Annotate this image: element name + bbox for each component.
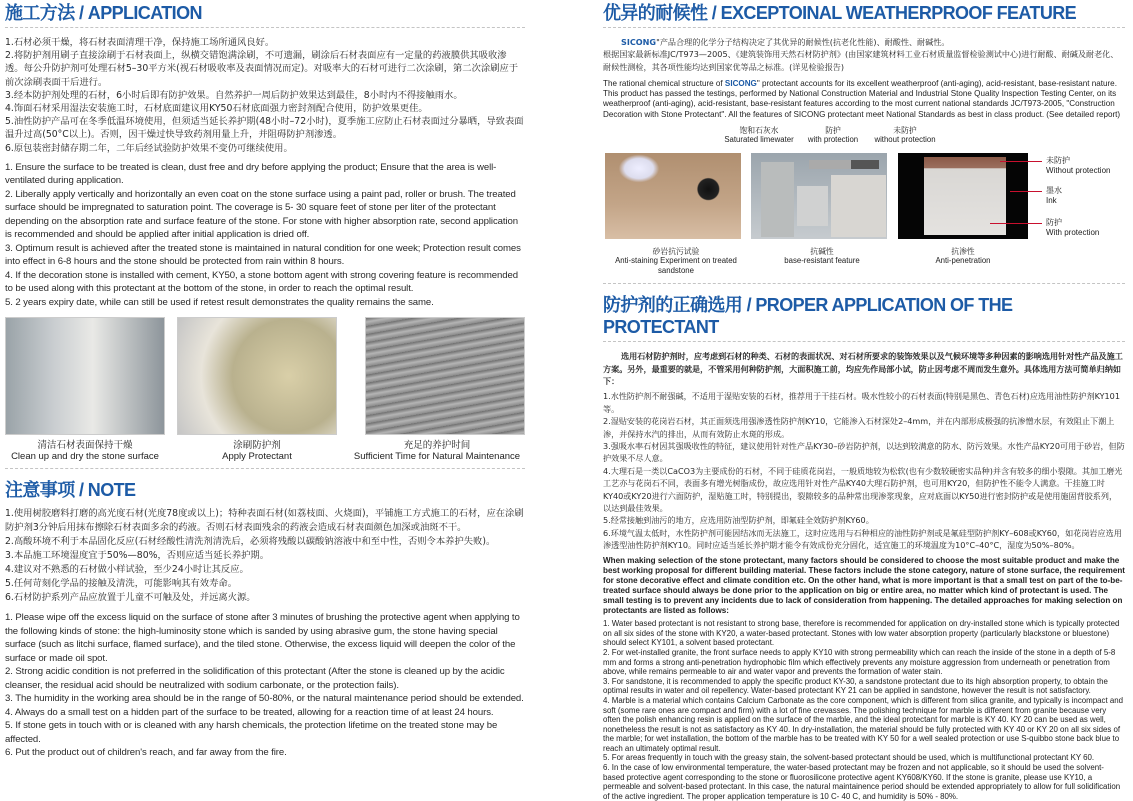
photo-caption [349,440,525,462]
photo-sandstone-drops [605,153,741,239]
photo-caption [603,247,749,276]
cn-text: 根据国家最新标准JC/T973—2005、《建筑装饰用天然石材防护剂》(由国家建筑材料工业石材质量监督检验测试中心)进行耐酸、耐碱及耐老化、耐候性测检，其各项性能均达到国家优等品之标准。(详见检验报告) [603,49,1119,72]
proper-cn [603,390,1125,551]
label-en: Saturated limewater [724,135,794,145]
en-item: 3. Optimum result is achieved after the treated stone is maintained in natural condition for one week; Protection result comes into effect in 6-8 hours and the stone should be protected from rain within 8 hours. [5,242,521,268]
proper-intro-cn: 选用石材防护剂时，应考虑到石材的种类、石材的表面状况、对石材所要求的装饰效果以及气候环境等多种因素的影响选用针对性产品及施工方案。另外，最重要的就是，不管采用何种防护剂，大面积施工前，均应先作局部小试，防止因考虑不周而发生意外。具体选用方法可简单归纳如下： [603,351,1123,386]
en-item: 2. For wet-installed granite, the front surface needs to apply KY10 with strong permeability which can reach the inside of the stone in a depth of 5-8 mm and forms a strong anti-penetration hydrophobic film which effectively prevents any moisture aggression from underneath or penetration from above, while remains permeable to air and water vapor and prevents the formation of water stain. [603,647,1116,677]
weather-captions [603,247,1125,276]
en-item: 5. If stone gets in touch with or is cleaned with any harsh chemicals, the protection lifetime on the treated stone may be affected. [5,720,498,745]
right-column [603,0,1125,801]
cn-item: 6.环境气温太低时，水性防护剂可能因结冰而无法施工，这时应选用与石种相应的油性防护剂或是氟硅型防护剂KY–608或KY60，如花岗岩应选用渗透型油性防护剂KY10。同时应适当延长养护期才能令有效成份充分固化，适宜施工的环境温度为10°C–40°C，湿度为50%–80%。 [603,527,1122,551]
divider [603,341,1125,342]
left-column [5,0,525,760]
note-cn [5,507,525,605]
weather-title: 优异的耐候性 / EXCEPTOINAL WEATHERPROOF FEATURE [603,3,1077,23]
stone-sample [761,162,794,237]
stone-sample [797,186,828,226]
cn-item: 5.经常接触到油污的地方，应选用防油型防护剂，即氟硅全效防护剂KY60。 [603,515,874,526]
en-item: 3. For sandstone, it is recommended to apply the specific product KY-30, a sandstone protectant due to its high absorption property, to obtain the optimal results in water and oil repellency. Water-based protectant KY 21 can be applied in sandstone, however the result is not satisfactory. [603,676,1108,696]
en-text: " protectant accounts for its excellent weatherproof (anti-aging), acid-resistant, base-resistant nature. This product has passed the testings, performed by National Construction Material and Industrial Stone Quality Inspection Testing Center, on its weatherproof (anti-aging), acid-resistant, base-resistant features according to the most current national standards JC/T973-2005, "Construction Decoration with Stone Protectant". All the features of SICONG protectant meet National Standards as best in class product. (See detailed report) [603,79,1121,119]
label-cn: 未防护 [1046,155,1070,165]
en-item: 4. Marble is a material which contains Calcium Carbonate as the core component, which is different from silica granite, and typically is incompact and soft (some rare ones are compact and firm) with a lot of fine crevasses. The polishing technique for marble is different from granite because very often the polish enhancing resin is applied on the surface of the marble, and the ideal protectant for marble is KY 40. KY 20 can be used as well, nonetheless the result is not as satisfactory as KY 40. In dry-installation, the material should be fully protected with KY 40 or KY 20 on all six sides of the marble; for wet installation, the bottom of the marble has to be treated with KY 50 for a well sealed protection or use S-quibbo stone back blue to reach an ultimately optimal result. [603,695,1124,753]
en-item: 5. For areas frequently in touch with the greasy stain, the solvent-based protectant should be used, which is multifunctional protectant KY 60. [603,753,1095,763]
label-en: with protection [807,135,859,145]
application-cn [5,36,525,155]
caption-en: Sufficient Time for Natural Maintenance [353,451,521,463]
cn-item: 5.任何苛刻化学品的接触及清洗，可能影响其有效寿命。 [5,578,237,590]
en-item: 2. Strong acidic condition is not preferred in the solidification of this protectant (After the stone is cleaned up by the acidic cleanser, the residual acid should be neutralized with sodium carbonate, or the protection fails). [5,666,505,691]
cn-item: 6.石材防护系列产品应放置于儿童不可触及处，并远离火源。 [5,592,256,604]
caption-en: Anti-staining Experiment on treated sandstone [615,256,737,275]
cn-item: 3.经本防护剂处理的石材，6小时后即有防护效果。自然养护一周后防护效果达到最佳，8小时内不得接触雨水。 [5,89,463,101]
brand-name: SICONG [724,79,757,89]
photo-group [177,317,337,462]
label-cn: 未防护 [893,125,917,135]
photo-clean-surface [5,317,165,435]
cn-item: 4.大理石是一类以CaCO3为主要成份的石材，不同于硅质花岗岩，一般质地较为松软(也有少数较硬密实品种)并含有较多的细小裂隙。其加工磨光工艺亦与花岗石不同，表面多有增光树脂成份，故应选用针对性产品KY40大理石防护剂，也可用KY20，但防护性不能令人满意。干挂施工时KY40或KY20进行六面防护，湿贴施工时，特别提出，裂隙较多的品种常出现渗浆现象，应对底面以KY50进行密封防护或是使用施固背胶系列，以达到最佳效果。 [603,465,1123,513]
cn-item: 2.湿贴安装的花岗岩石材，其正面须选用强渗透性防护剂KY10，它能渗入石材深处2–4mm，并在内部形成极强的抗渗憎水层，有效阻止下潮上渗，并保持水汽的排出，从而有效防止水斑的形成。 [603,416,1115,439]
photo-top-labels [720,126,1125,145]
divider [5,468,525,469]
proper-en [603,619,1125,801]
application-en [5,161,525,310]
label-cn: 防护 [825,125,841,135]
label-with-protection [802,126,864,145]
photo-group [349,317,525,462]
photo-maintenance [365,317,525,435]
cn-item: 2.高酸环境不利于本品固化反应(石材经酸性清洗剂清洗后，必须将残酸以碳酸钠溶液中和至中性，否则令本养护失败)。 [5,536,496,548]
label-side-ink [1046,186,1125,206]
cn-item: 1.石材必须干燥，将石材表面清理干净，保持施工场所通风良好。 [5,37,275,48]
pointer-line [1010,191,1042,192]
caption-en: Apply Protectant [222,451,292,463]
cn-item: 1.水性防护剂不耐强碱，不适用于湿贴安装的石材，推荐用于干挂石材。吸水性较小的石材表面(特别是黑色、青色石材)应选用油性防护剂KY101等。 [603,391,1120,414]
stone-sample [809,160,879,169]
en-item: 6. In the case of low environmental temperature, the water-based protectant may be frozen and not applicable, so it should be used the solvent-based protective agent corresponding to the stone or fluorosilicone protective agent KY608/KY60. If the stone is granite, please use KY10, a permeable and solvent-based protectant. In this case, the natural maintainence period should be extended appropriately to allow for full solidification of the active ingredient. The proper application temperature is 10 C- 40 C, and humidity is 50% - 80%. [603,763,1121,801]
caption-cn: 充足的养护时间 [403,440,471,452]
caption-cn: 涂刷防护剂 [233,440,281,452]
cn-item: 3.强吸水率石材因其强吸收性的特征，建议使用针对性产品KY30–砂岩防护剂，以达到较满意的防水、防污效果。水性产品KY20可用于砂岩，但防护效果不尽人意。 [603,440,1125,464]
pointer-line [1000,161,1042,162]
weather-cn [603,36,1125,73]
en-item: 3. The humidity in the working area should be in the range of 50-80%, or the natural maintenance period should be extended. [5,693,524,705]
photo-group [5,317,165,462]
note-title: 注意事项 / NOTE [5,480,136,501]
en-item: 5. 2 years expiry date, while can still be used if retest result demonstrates the quality remains the same. [5,296,434,308]
caption-en: Anti-penetration [935,256,991,266]
weather-en [603,79,1125,119]
cn-item: 4.饰面石材采用湿法安装施工时，石材底面建议用KY50石材底面强力密封剂配合使用，防护效果更佳。 [5,103,428,115]
label-en: Ink [1046,195,1057,205]
label-without-protection [868,126,942,145]
photo-apply-protectant [177,317,337,435]
en-item: 1. Water based protectant is not resistant to strong base, therefore is recommended for application on dry-installed stone which is typically protected on all six sides of the stone with KY20, a water-based protectant. Stones with low water absorption property (particularly blackstone or bluestone) should select KY101, a solvent based protectant. [603,619,1120,648]
label-en: Without protection [1046,165,1111,175]
photo-caption [5,440,165,462]
caption-cn: 抗渗性 [951,246,975,256]
en-text: The rational chemical structure of [603,79,725,89]
label-side-without [1046,156,1125,176]
weather-photos [603,153,1125,243]
label-cn: 饱和石灰水 [739,125,779,135]
caption-cn: 清洁石材表面保持干燥 [37,440,133,452]
cn-item: 3.本品施工环境湿度宜于50%—80%，否则应适当延长养护期。 [5,550,270,562]
en-item: 4. Always do a small test on a hidden part of the surface to be treated, allowing for a reaction time of at least 24 hours. [5,706,494,718]
proper-title: 防护剂的正确选用 / PROPER APPLICATION OF THE PROTECTANT [603,295,1013,338]
label-cn: 墨水 [1046,185,1062,195]
en-item: 1. Please wipe off the excess liquid on the surface of stone after 3 minutes of brushing the protective agent when applying to the following kinds of stone: the high-luminosity stone which is sanded by using abrasive gum, the stone having special surface (such as litchi surface, flamed surface), and the tiled stone. Otherwise, the excess liquid will deepen the color of the surface or made oil spot. [5,612,520,664]
cn-item: 2.将防护剂用刷子直接涂刷于石材表面上，纵横交错饱满涂刷，不可遗漏，刷涂后石材表面应有一定量的药液膜供其吸收渗透。每公升防护剂可处理石材5–30平方米(视石材吸收率及表面情况而定)。对吸率大的石材可进行二次涂刷，第二次涂刷应于前次涂刷表面干后进行。 [5,50,519,88]
application-photos [5,317,525,462]
photo-caption [895,247,1031,276]
photo-caption [749,247,895,276]
stone-sample [831,175,886,237]
cn-text: "产品合理的化学分子结构决定了其优异的耐候性(抗老化性能)、耐酸性、耐碱性。 [656,37,950,47]
label-limewater [720,126,798,145]
photo-caption [177,440,337,462]
label-side-with [1046,218,1125,238]
proper-intro-en: When making selection of the stone protectant, many factors should be considered to choose the most suitable product and make the best working proposal for different building material. These factors include the stone category, nature of stone surface, the requirement for stone decorative effect and climate condition etc. On the other hand, what is more important is that a small test on part of the to-be-treated surface should always be done prior to the application on big or entire area, no matter which kind of protectant is used. The small testing is to prevent any incidents due to lack of consideration from happening. The detailed approaches for making selection on protectants are listed as follows: [603,555,1125,616]
cn-item: 4.建议对不熟悉的石材做小样试验，至少24小时让其反应。 [5,564,249,576]
label-en: without protection [874,135,936,145]
en-item: 2. Liberally apply vertically and horizontally an even coat on the stone surface using a paint pad, roller or brush. The treated surface should be impregnated to saturation point. The coverage is 5- 30 square feet of stone per liter of the protectant depending on the absorption rate and surface feature of the stone. For stone with higher absorption rate, second application is recommended and should be applied after initial application is dried off. [5,188,518,241]
label-en: With protection [1046,227,1100,237]
en-item: 4. If the decoration stone is installed with cement, KY50, a stone bottom agent with strong covering feature is recommended to be used along with this protectant at the bottom of the stone, in order to reach the optimal result. [5,269,518,295]
caption-en: base-resistant feature [784,256,860,266]
photo-anti-penetration [898,153,1028,239]
cn-item: 1.使用树胶磨料打磨的高光度石材(光度78度或以上)；特种表面石材(如荔枝面、火烧面)，平铺施工方式施工的石材，应在涂刷防护剂3分钟后用抹布擦除石材表面多余的药液。否则石材表面残余的药液会造成石材表面颜色加深或油斑不干。 [5,508,524,534]
cn-item: 5.油性防护产品可在冬季低温环境使用，但须适当延长养护期(48小时–72小时)，夏季施工应防止石材表面过分暴晒，导致表面温升过高(50°C以上)。否则，因干燥过快导致药剂用量上升，并阻碍防护剂渗透。 [5,116,524,141]
label-cn: 防护 [1046,217,1062,227]
divider [603,27,1125,28]
photo-base-resistant [751,153,887,239]
brand-name: SICONG [621,37,657,47]
divider [603,283,1125,284]
caption-cn: 抗碱性 [810,246,834,256]
application-title: 施工方法 / APPLICATION [5,3,202,23]
en-item: 1. Ensure the surface to be treated is clean, dust free and dry before applying the product; Ensure that the area is well-ventilated during application. [5,161,497,187]
note-en [5,611,525,760]
en-item: 6. Put the product out of children's reach, and far away from the fire. [5,747,287,759]
divider [5,27,525,28]
pointer-line [990,223,1042,224]
cn-item: 6.原包装密封储存期二年，二年后经试验防护效果不变仍可继续使用。 [5,142,293,154]
caption-cn: 砂岩抗污试验 [652,246,700,256]
caption-en: Clean up and dry the stone surface [11,451,159,463]
